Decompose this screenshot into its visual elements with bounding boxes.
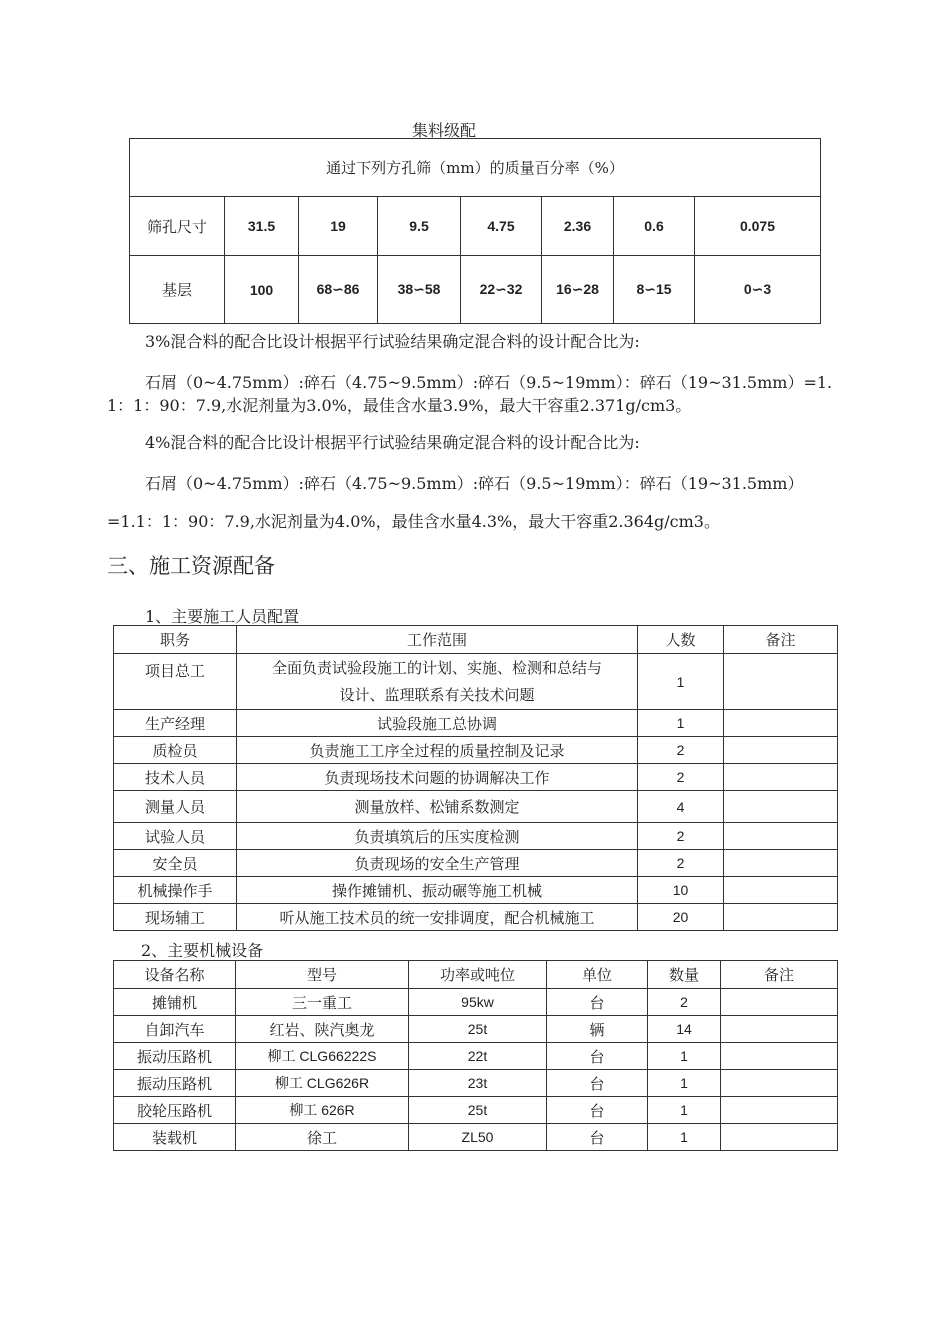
power-cell: 25t [409, 1016, 547, 1043]
header-model: 型号 [236, 961, 409, 989]
table-row [114, 764, 838, 791]
role-cell: 质检员 [114, 737, 237, 764]
table-row [114, 989, 838, 1016]
power-cell: 25t [409, 1097, 547, 1124]
gradation-caption: 集料级配 [412, 121, 477, 140]
role-cell: 机械操作手 [114, 877, 237, 904]
table-row [114, 1016, 838, 1043]
equipment-table [113, 960, 838, 1151]
model-cell: 红岩、陕汽奥龙 [236, 1016, 409, 1043]
count-cell: 2 [638, 823, 724, 850]
model-cell: 柳工 626R [236, 1097, 409, 1124]
header-name: 设备名称 [114, 961, 236, 989]
table-row [114, 654, 838, 710]
header-remark: 备注 [721, 961, 838, 989]
scope-cell: 负责现场技术问题的协调解决工作 [237, 764, 638, 791]
scope-cell: 试验段施工总协调 [237, 710, 638, 737]
scope-line: 设计、监理联系有关技术问题 [339, 685, 535, 704]
gradation-table [129, 138, 821, 324]
header-power: 功率或吨位 [409, 961, 547, 989]
equipment-header-row [114, 961, 838, 989]
count-cell: 2 [638, 764, 724, 791]
model-cell: 三一重工 [236, 989, 409, 1016]
power-cell: 22t [409, 1043, 547, 1070]
sieve-cell: 2.36 [542, 197, 614, 256]
unit-cell: 台 [547, 1043, 648, 1070]
role-cell: 测量人员 [114, 791, 237, 823]
base-label: 基层 [130, 256, 225, 324]
mix-paragraph-3pct-ratio-cont: 1：1：90：7.9,水泥剂量为3.0%，最佳含水量3.9%，最大干容重2.371g/cm3。 [107, 396, 692, 415]
table-row [114, 904, 838, 931]
model-cell: 徐工 [236, 1124, 409, 1151]
qty-cell: 1 [648, 1070, 721, 1097]
unit-cell: 台 [547, 1070, 648, 1097]
base-cell: 38∽58 [378, 256, 461, 324]
header-remark: 备注 [724, 626, 838, 654]
role-cell: 安全员 [114, 850, 237, 877]
sieve-cell: 19 [299, 197, 378, 256]
table-row [114, 850, 838, 877]
base-cell: 68∽86 [299, 256, 378, 324]
scope-cell [237, 654, 638, 710]
qty-cell: 1 [648, 1043, 721, 1070]
scope-cell: 操作摊铺机、振动碾等施工机械 [237, 877, 638, 904]
power-cell: ZL50 [409, 1124, 547, 1151]
unit-cell: 台 [547, 1097, 648, 1124]
scope-cell: 负责施工工序全过程的质量控制及记录 [237, 737, 638, 764]
mix-paragraph-4pct-intro: 4%混合料的配合比设计根据平行试验结果确定混合料的设计配合比为: [145, 433, 640, 452]
remark-cell [724, 850, 838, 877]
count-cell: 1 [638, 654, 724, 710]
equipment-title: 2、主要机械设备 [141, 941, 264, 960]
remark-cell [724, 904, 838, 931]
base-cell: 8∽15 [614, 256, 695, 324]
header-scope: 工作范围 [237, 626, 638, 654]
unit-cell: 台 [547, 1124, 648, 1151]
base-row [130, 256, 821, 324]
count-cell: 20 [638, 904, 724, 931]
header-count: 人数 [638, 626, 724, 654]
personnel-title: 1、主要施工人员配置 [145, 607, 300, 626]
table-row [114, 1124, 838, 1151]
table-row [114, 791, 838, 823]
unit-cell: 辆 [547, 1016, 648, 1043]
name-cell: 摊铺机 [114, 989, 236, 1016]
remark-cell [721, 1124, 838, 1151]
role-cell: 试验人员 [114, 823, 237, 850]
table-row [114, 1070, 838, 1097]
remark-cell [721, 989, 838, 1016]
name-cell: 振动压路机 [114, 1070, 236, 1097]
mix-paragraph-3pct-intro: 3%混合料的配合比设计根据平行试验结果确定混合料的设计配合比为: [145, 332, 640, 351]
scope-cell: 负责填筑后的压实度检测 [237, 823, 638, 850]
remark-cell [724, 823, 838, 850]
role-cell: 项目总工 [114, 654, 237, 710]
sieve-label: 筛孔尺寸 [130, 197, 225, 256]
scope-line: 全面负责试验段施工的计划、实施、检测和总结与 [271, 658, 602, 677]
model-cell: 柳工 CLG66222S [236, 1043, 409, 1070]
remark-cell [724, 654, 838, 710]
count-cell: 1 [638, 710, 724, 737]
name-cell: 振动压路机 [114, 1043, 236, 1070]
base-cell: 100 [225, 256, 299, 324]
remark-cell [724, 710, 838, 737]
table-row [114, 710, 838, 737]
count-cell: 2 [638, 737, 724, 764]
count-cell: 4 [638, 791, 724, 823]
remark-cell [721, 1097, 838, 1124]
remark-cell [724, 764, 838, 791]
count-cell: 2 [638, 850, 724, 877]
table-row [114, 737, 838, 764]
table-row [114, 1097, 838, 1124]
scope-cell: 听从施工技术员的统一安排调度，配合机械施工 [237, 904, 638, 931]
model-cell: 柳工 CLG626R [236, 1070, 409, 1097]
remark-cell [724, 737, 838, 764]
sieve-cell: 31.5 [225, 197, 299, 256]
section-title: 三、施工资源配备 [107, 554, 275, 578]
role-cell: 生产经理 [114, 710, 237, 737]
mix-paragraph-4pct-ratio-cont: =1.1：1：90：7.9,水泥剂量为4.0%，最佳含水量4.3%，最大干容重2.364g/cm3。 [107, 512, 720, 531]
table-row [114, 823, 838, 850]
scope-cell: 测量放样、松铺系数测定 [237, 791, 638, 823]
role-cell: 技术人员 [114, 764, 237, 791]
personnel-table [113, 625, 838, 931]
remark-cell [724, 791, 838, 823]
remark-cell [721, 1070, 838, 1097]
remark-cell [721, 1043, 838, 1070]
remark-cell [724, 877, 838, 904]
header-unit: 单位 [547, 961, 648, 989]
count-cell: 10 [638, 877, 724, 904]
remark-cell [721, 1016, 838, 1043]
qty-cell: 14 [648, 1016, 721, 1043]
mix-paragraph-4pct-ratio: 石屑（0~4.75mm）:碎石（4.75~9.5mm）:碎石（9.5~19mm）：碎石（19~31.5mm） [145, 474, 804, 493]
sieve-cell: 0.075 [695, 197, 821, 256]
table-row [114, 1043, 838, 1070]
name-cell: 胶轮压路机 [114, 1097, 236, 1124]
personnel-header-row [114, 626, 838, 654]
mix-paragraph-3pct-ratio: 石屑（0~4.75mm）:碎石（4.75~9.5mm）:碎石（9.5~19mm）：碎石（19~31.5mm）=1. [145, 373, 833, 392]
header-qty: 数量 [648, 961, 721, 989]
qty-cell: 2 [648, 989, 721, 1016]
name-cell: 装载机 [114, 1124, 236, 1151]
unit-cell: 台 [547, 989, 648, 1016]
sieve-cell: 4.75 [461, 197, 542, 256]
table-row [114, 877, 838, 904]
name-cell: 自卸汽车 [114, 1016, 236, 1043]
scope-cell: 负责现场的安全生产管理 [237, 850, 638, 877]
base-cell: 0∽3 [695, 256, 821, 324]
qty-cell: 1 [648, 1124, 721, 1151]
power-cell: 95kw [409, 989, 547, 1016]
qty-cell: 1 [648, 1097, 721, 1124]
base-cell: 22∽32 [461, 256, 542, 324]
sieve-cell: 9.5 [378, 197, 461, 256]
sieve-cell: 0.6 [614, 197, 695, 256]
header-role: 职务 [114, 626, 237, 654]
power-cell: 23t [409, 1070, 547, 1097]
sieve-row [130, 197, 821, 256]
role-cell: 现场辅工 [114, 904, 237, 931]
base-cell: 16∽28 [542, 256, 614, 324]
gradation-header: 通过下列方孔筛（mm）的质量百分率（%） [130, 139, 821, 197]
